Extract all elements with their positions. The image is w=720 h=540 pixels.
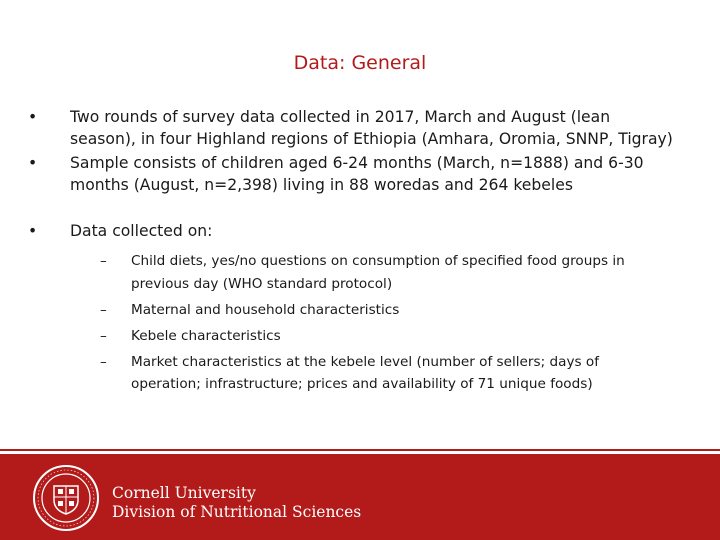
sub-bullet-text: Kebele characteristics: [131, 327, 281, 344]
bullet-text: Sample consists of children aged 6-24 months (March, n=1888) and 6-30 months (August, n=2,398) living in 88 woredas and 264 kebeles: [70, 154, 644, 194]
sub-bullet-marker: –: [100, 327, 107, 344]
cornell-seal-icon: [32, 464, 100, 532]
sub-bullet-text: Child diets, yes/no questions on consumption of specified food groups in previous day (WHO standard protocol): [131, 253, 625, 292]
org-name: Cornell University: [112, 484, 256, 502]
sub-bullet-item: [100, 351, 660, 396]
bullet-marker: •: [28, 108, 38, 126]
sub-bullet-text: Maternal and household characteristics: [131, 301, 400, 318]
org-division: Division of Nutritional Sciences: [112, 503, 362, 521]
sub-bullet-item: [100, 299, 660, 322]
slide-title: Data: General: [293, 52, 427, 74]
sub-bullet-marker: –: [100, 253, 107, 269]
bullet-item: [28, 220, 678, 242]
footer-organization: [112, 484, 361, 522]
sub-bullet-item: [100, 325, 660, 348]
bullet-text: Data collected on:: [70, 222, 213, 240]
bullet-item: [28, 152, 678, 196]
sub-bullet-marker: –: [100, 353, 107, 370]
sub-bullet-text: Market characteristics at the kebele level (number of sellers; days of operation; infrastructure; prices and availability of 71 unique foods): [131, 353, 599, 392]
bullet-text: Two rounds of survey data collected in 2017, March and August (lean season), in four Highland regions of Ethiopia (Amhara, Oromia, SNNP, Tigray): [70, 108, 673, 148]
bullet-list: [28, 106, 678, 399]
sub-bullet-list: [100, 250, 660, 396]
footer-divider: [0, 449, 720, 451]
bullet-marker: •: [28, 154, 38, 172]
bullet-marker: •: [28, 222, 38, 240]
sub-bullet-item: [100, 250, 660, 295]
sub-bullet-marker: –: [100, 301, 107, 318]
bullet-item: [28, 106, 678, 150]
